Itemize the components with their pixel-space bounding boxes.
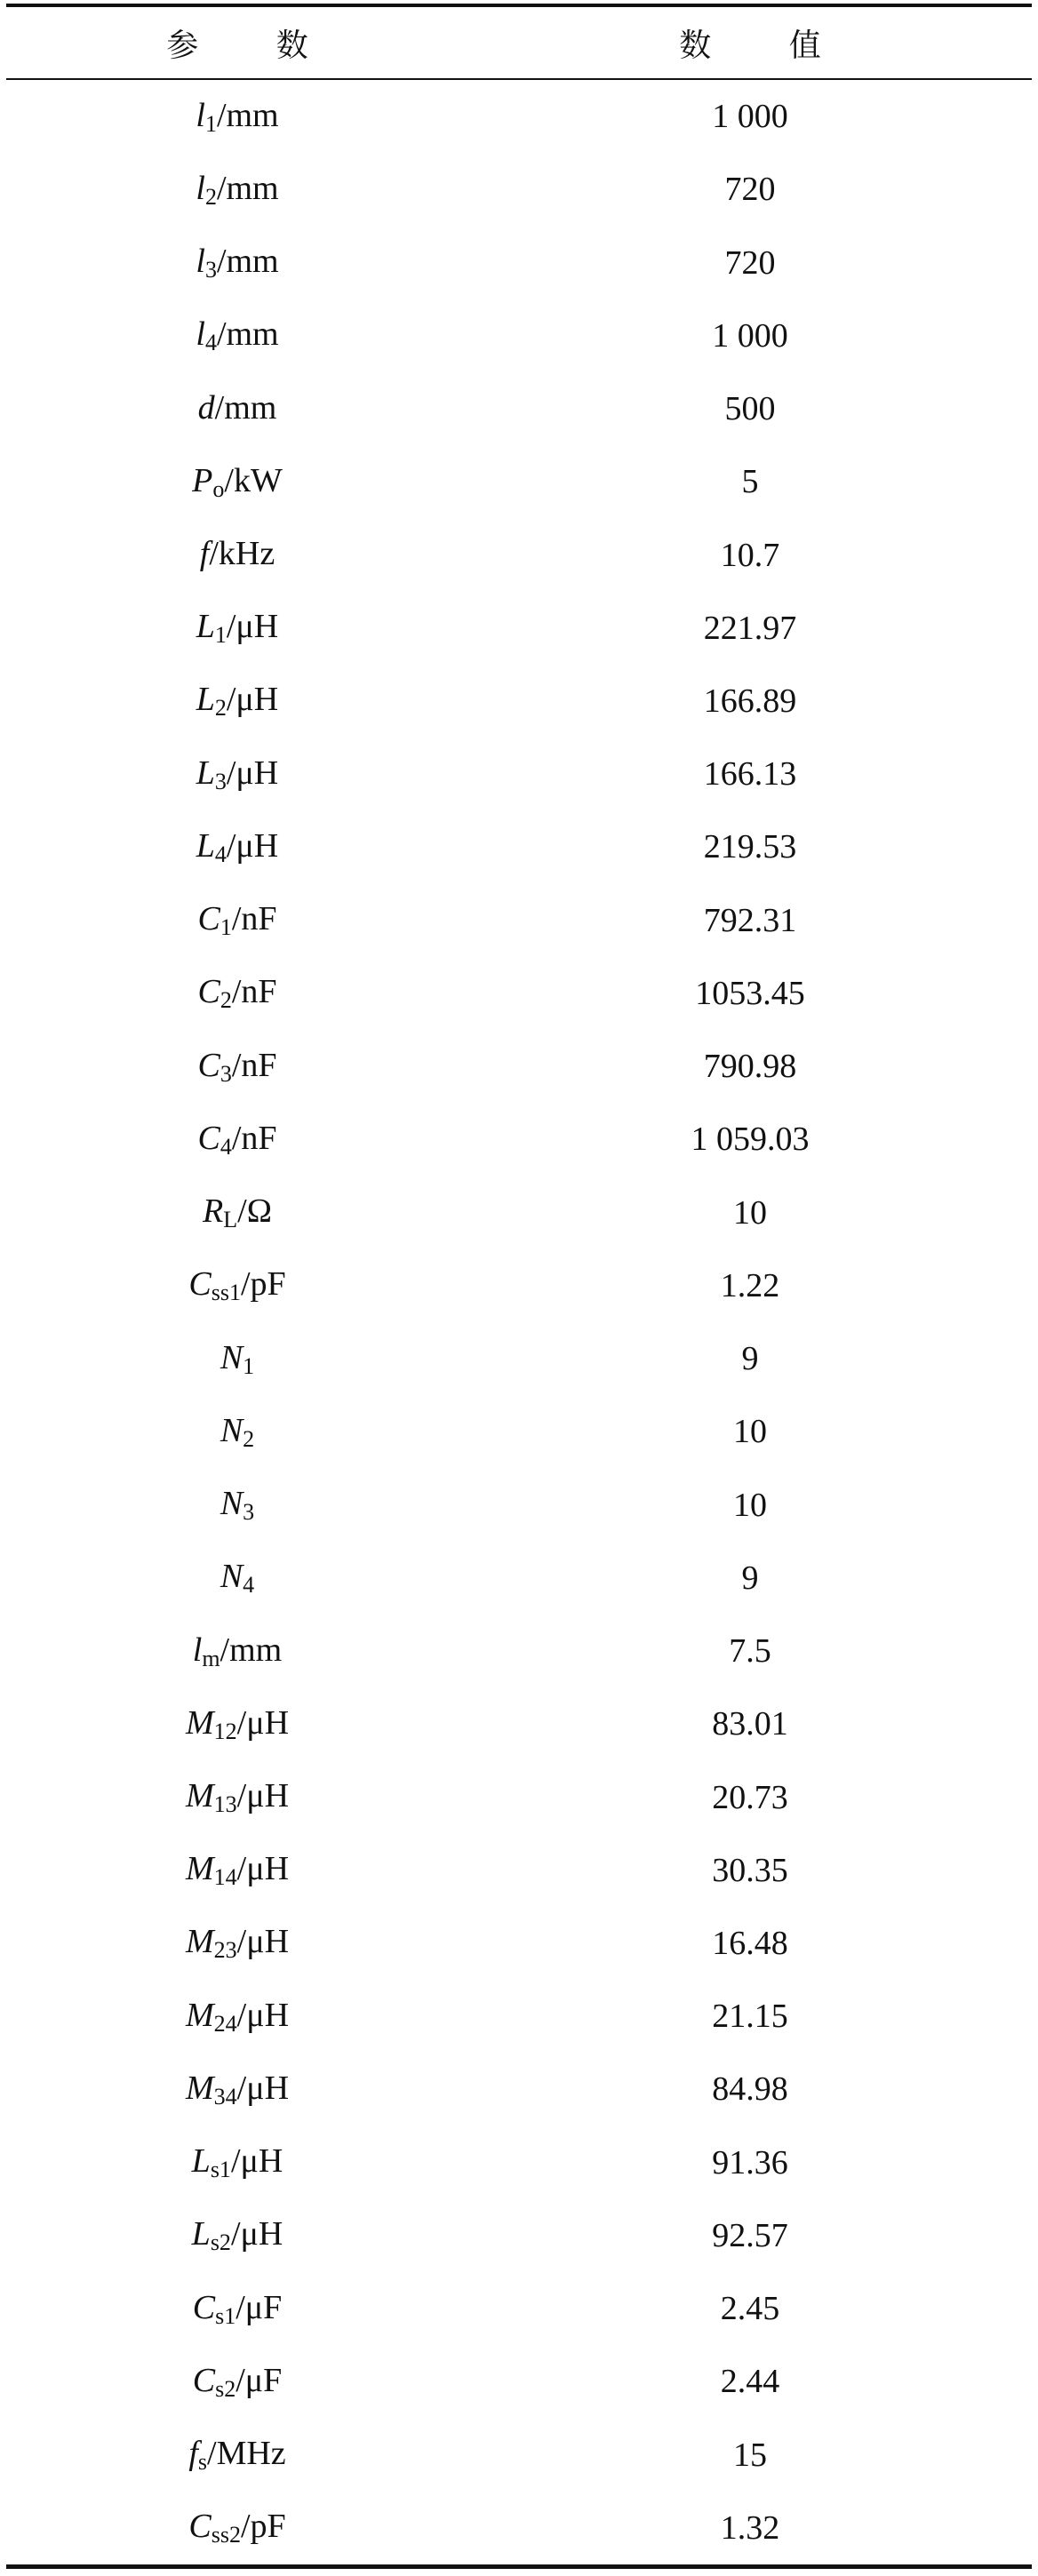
param-symbol: M: [185, 1777, 214, 1814]
table-row: [6, 2492, 1032, 2564]
param-subscript: 4: [204, 330, 217, 356]
value-cell: 1 000: [712, 316, 788, 355]
value-cell: 1 059.03: [691, 1121, 810, 1159]
value-cell: 83.01: [712, 1705, 788, 1743]
table-row: [6, 2272, 1032, 2345]
header-param: 参 数: [166, 27, 342, 64]
value-cell: 10: [733, 1193, 767, 1232]
param-cell: [6, 242, 468, 283]
table-row: [6, 884, 1032, 957]
param-unit: /μH: [236, 1703, 290, 1742]
param-cell: [6, 2361, 468, 2403]
param-subscript: s2: [210, 2229, 231, 2256]
table-row: [6, 299, 1032, 372]
param-cell: [6, 2141, 468, 2183]
param-symbol: M: [185, 1996, 214, 2034]
table-row: [6, 1030, 1032, 1103]
param-symbol: C: [188, 2508, 212, 2546]
value-cell: 500: [724, 390, 776, 428]
table-row: [6, 957, 1032, 1030]
param-cell: [6, 2507, 468, 2548]
param-symbol: M: [185, 1923, 214, 1961]
param-symbol: C: [197, 1046, 220, 1084]
param-cell: [6, 315, 468, 356]
param-subscript: L: [223, 1207, 238, 1233]
param-cell: [6, 754, 468, 795]
value-cell: 30.35: [712, 1851, 788, 1889]
param-unit: /μF: [236, 2361, 283, 2399]
param-symbol: f: [199, 535, 210, 573]
value-cell: 720: [724, 243, 776, 282]
table-row: [6, 2199, 1032, 2272]
table-row: [6, 153, 1032, 226]
value-cell: 720: [724, 171, 776, 209]
value-cell: 91.36: [712, 2143, 788, 2181]
value-cell: 10: [733, 1486, 767, 1524]
value-cell: 1.32: [720, 2508, 780, 2547]
table-row: [6, 1980, 1032, 2053]
param-subscript: 3: [220, 1060, 232, 1087]
value-cell: 1 000: [712, 98, 788, 136]
param-symbol: C: [197, 900, 220, 938]
param-symbol: P: [192, 461, 213, 499]
table-row: [6, 1615, 1032, 1687]
param-cell: [6, 899, 468, 941]
param-subscript: 2: [220, 987, 232, 1014]
param-subscript: 1: [243, 1352, 255, 1379]
value-cell: 2.44: [720, 2363, 780, 2401]
param-unit: /mm: [216, 96, 279, 134]
param-cell: [6, 1046, 468, 1088]
param-cell: [6, 972, 468, 1014]
param-unit: /μH: [236, 2069, 290, 2107]
param-cell: [6, 1338, 468, 1380]
table-row: [6, 1176, 1032, 1249]
param-unit: /μH: [236, 1923, 290, 1961]
value-cell: 5: [741, 463, 759, 501]
value-cell: 219.53: [703, 828, 797, 866]
param-unit: /pF: [240, 1265, 286, 1304]
param-subscript: 23: [213, 1937, 237, 1964]
param-unit: /μH: [236, 1996, 290, 2034]
param-unit: /mm: [214, 388, 277, 427]
param-cell: [6, 607, 468, 649]
table-row: [6, 1687, 1032, 1760]
param-unit: /Ω: [237, 1192, 272, 1231]
value-cell: 15: [733, 2436, 767, 2474]
table-row: [6, 1395, 1032, 1468]
param-cell: [6, 2434, 468, 2476]
param-symbol: L: [196, 754, 215, 792]
value-cell: 221.97: [703, 609, 797, 647]
param-symbol: d: [197, 388, 215, 427]
table-row: [6, 1249, 1032, 1322]
param-subscript: 1: [214, 622, 227, 649]
param-cell: [6, 1264, 468, 1306]
param-cell: [6, 1776, 468, 1818]
param-subscript: 3: [243, 1499, 255, 1526]
param-symbol: C: [197, 973, 220, 1011]
param-symbol: L: [191, 2142, 211, 2181]
param-symbol: L: [196, 608, 215, 646]
table-row: [6, 1907, 1032, 1980]
param-symbol: L: [196, 681, 215, 719]
param-symbol: C: [192, 2288, 216, 2326]
param-symbol: l: [196, 169, 205, 207]
value-cell: 166.13: [703, 755, 797, 794]
param-unit: /mm: [216, 315, 279, 354]
param-subscript: s1: [215, 2302, 236, 2329]
param-subscript: o: [212, 475, 225, 502]
table-row: [6, 2126, 1032, 2199]
param-symbol: L: [196, 826, 215, 865]
value-cell: 20.73: [712, 1778, 788, 1816]
table-row: [6, 445, 1032, 518]
param-subscript: 12: [213, 1718, 237, 1744]
param-cell: [6, 1631, 468, 1672]
param-subscript: 4: [220, 1133, 232, 1160]
param-symbol: R: [203, 1192, 224, 1231]
param-unit: /μH: [230, 2215, 283, 2253]
param-subscript: 4: [243, 1572, 255, 1599]
table-row: [6, 1760, 1032, 1833]
param-cell: [6, 169, 468, 211]
param-symbol: C: [197, 1119, 220, 1157]
param-subscript: 2: [204, 183, 217, 210]
param-symbol: N: [220, 1338, 244, 1376]
param-subscript: 3: [204, 257, 217, 283]
param-cell: [6, 2288, 468, 2330]
param-symbol: M: [185, 1703, 214, 1742]
param-cell: [6, 1484, 468, 1526]
param-unit: /pF: [240, 2508, 286, 2546]
param-unit: /mm: [220, 1631, 283, 1669]
table-row: [6, 1834, 1032, 1907]
param-cell: [6, 1192, 468, 1233]
table-row: [6, 518, 1032, 591]
table-row: [6, 810, 1032, 883]
param-cell: [6, 1849, 468, 1891]
param-subscript: 2: [243, 1425, 255, 1452]
table-row: [6, 372, 1032, 445]
value-cell: 9: [741, 1559, 759, 1597]
value-cell: 7.5: [729, 1632, 771, 1671]
param-symbol: l: [196, 315, 205, 354]
param-cell: [6, 96, 468, 138]
param-cell: [6, 680, 468, 722]
param-unit: /nF: [231, 973, 277, 1011]
param-symbol: L: [191, 2215, 211, 2253]
param-symbol: N: [220, 1411, 244, 1449]
param-unit: /μF: [236, 2288, 283, 2326]
param-unit: /μH: [236, 1850, 290, 1888]
param-symbol: l: [196, 243, 205, 281]
param-subscript: 1: [204, 110, 217, 137]
header-value: 数 值: [679, 27, 855, 64]
param-unit: /kW: [224, 461, 283, 499]
table-row: [6, 226, 1032, 299]
param-subscript: 34: [213, 2083, 237, 2109]
param-cell: [6, 1557, 468, 1599]
value-cell: 790.98: [703, 1048, 797, 1086]
table-row: [6, 2345, 1032, 2418]
param-cell: [6, 2069, 468, 2110]
param-subscript: 24: [213, 2010, 237, 2037]
param-cell: [6, 1922, 468, 1964]
param-symbol: M: [185, 1850, 214, 1888]
param-cell: [6, 1411, 468, 1453]
param-cell: [6, 534, 468, 576]
param-subscript: s2: [215, 2375, 236, 2402]
param-cell: [6, 1996, 468, 2038]
param-symbol: N: [220, 1558, 244, 1596]
param-subscript: 3: [214, 768, 227, 794]
param-unit: /μH: [230, 2142, 283, 2181]
param-unit: /nF: [231, 900, 277, 938]
param-subscript: s1: [210, 2157, 231, 2183]
param-cell: [6, 461, 468, 503]
param-unit: /kHz: [209, 535, 275, 573]
parameter-table: [6, 0, 1032, 2576]
param-subscript: s: [197, 2449, 208, 2476]
param-symbol: l: [196, 96, 205, 134]
param-symbol: C: [188, 1265, 212, 1304]
param-cell: [6, 2214, 468, 2256]
param-unit: /MHz: [207, 2435, 286, 2473]
param-unit: /μH: [226, 681, 279, 719]
table-row: [6, 665, 1032, 738]
param-unit: /nF: [231, 1119, 277, 1157]
param-symbol: M: [185, 2069, 214, 2107]
table-row: [6, 592, 1032, 665]
table-row: [6, 738, 1032, 810]
table-row: [6, 1103, 1032, 1176]
param-cell: [6, 826, 468, 868]
param-subscript: 1: [220, 914, 232, 941]
table-bottom-rule: [6, 2564, 1032, 2569]
param-unit: /μH: [226, 608, 279, 646]
table-row: [6, 1322, 1032, 1395]
value-cell: 2.45: [720, 2290, 780, 2328]
param-unit: /μH: [226, 826, 279, 865]
param-subscript: m: [202, 1645, 220, 1671]
param-cell: [6, 1703, 468, 1745]
table-row: [6, 80, 1032, 153]
param-unit: /μH: [226, 754, 279, 792]
value-cell: 1053.45: [695, 974, 805, 1012]
value-cell: 21.15: [712, 1998, 788, 2036]
table-row: [6, 2053, 1032, 2125]
value-cell: 9: [741, 1340, 759, 1378]
param-subscript: ss1: [211, 1280, 241, 1306]
value-cell: 84.98: [712, 2070, 788, 2109]
table-row: [6, 2419, 1032, 2492]
table-body: [6, 80, 1032, 2564]
value-cell: 92.57: [712, 2216, 788, 2254]
param-cell: [6, 1119, 468, 1160]
param-subscript: 13: [213, 1791, 237, 1817]
table-header: [6, 7, 1032, 78]
param-subscript: 14: [213, 1864, 237, 1891]
value-cell: 16.48: [712, 1924, 788, 1962]
param-unit: /mm: [216, 169, 279, 207]
param-subscript: ss2: [211, 2522, 241, 2548]
table-row: [6, 1468, 1032, 1541]
param-unit: /mm: [216, 243, 279, 281]
value-cell: 166.89: [703, 682, 797, 720]
param-unit: /nF: [231, 1046, 277, 1084]
param-cell: [6, 388, 468, 430]
value-cell: 10.7: [720, 536, 780, 574]
param-symbol: C: [192, 2361, 216, 2399]
param-subscript: 4: [214, 841, 227, 867]
param-symbol: N: [220, 1485, 244, 1523]
param-unit: /μH: [236, 1777, 290, 1814]
param-symbol: f: [188, 2435, 198, 2473]
table-row: [6, 1542, 1032, 1615]
value-cell: 1.22: [720, 1266, 780, 1304]
param-symbol: l: [192, 1631, 203, 1669]
value-cell: 10: [733, 1413, 767, 1451]
param-subscript: 2: [214, 695, 227, 722]
value-cell: 792.31: [703, 901, 797, 939]
